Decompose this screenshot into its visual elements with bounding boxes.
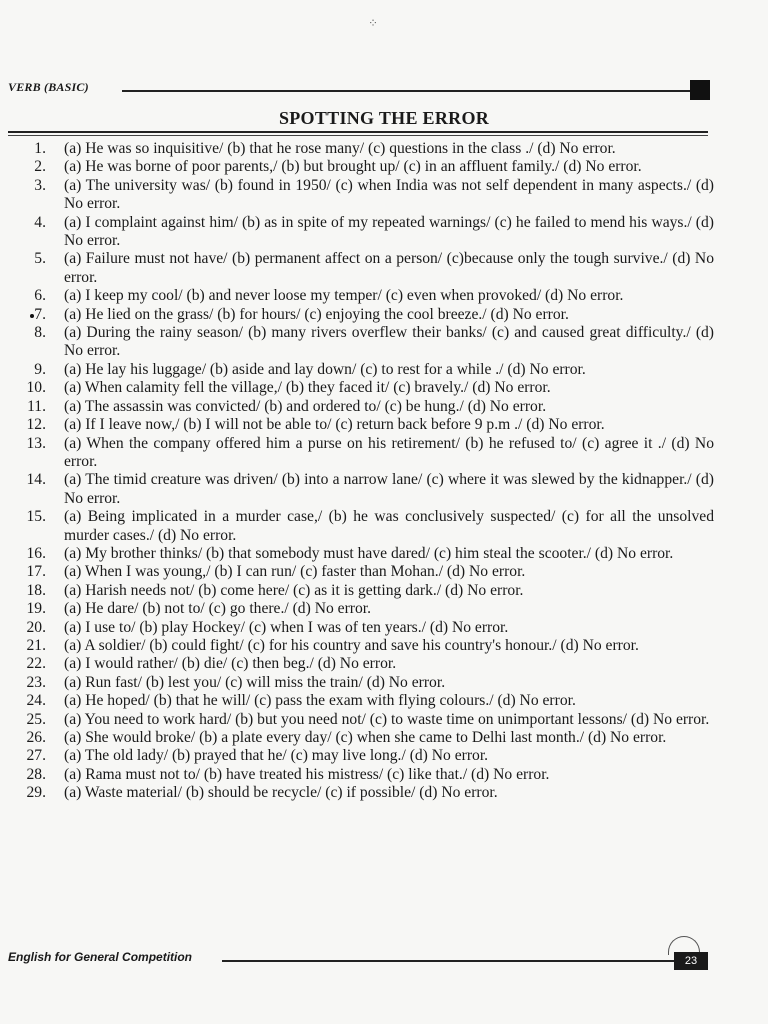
question-item <box>0 158 768 176</box>
book-title: English for General Competition <box>8 950 193 964</box>
question-number: 11. <box>27 397 46 415</box>
question-item <box>0 416 768 434</box>
scan-mark: ⁘ <box>368 16 379 30</box>
question-number: 15. <box>26 508 46 526</box>
question-number: 13. <box>26 434 46 452</box>
question-text: (a) When the company offered him a purse on his retirement/ (b) he refused to/ (c) agree it ./ (d) No error. <box>64 434 714 470</box>
question-text: (a) Harish needs not/ (b) come here/ (c) as it is getting dark./ (d) No error. <box>64 581 524 599</box>
question-text: (a) Run fast/ (b) lest you/ (c) will miss the train/ (d) No error. <box>64 673 446 691</box>
question-text: (a) When I was young,/ (b) I can run/ (c) faster than Mohan./ (d) No error. <box>64 563 526 581</box>
question-item <box>0 637 768 655</box>
question-number: 5. <box>34 250 46 268</box>
question-item <box>0 600 768 618</box>
question-item <box>0 379 768 397</box>
question-number: 22. <box>26 655 46 673</box>
question-item <box>0 361 768 379</box>
question-text: (a) When calamity fell the village,/ (b) they faced it/ (c) bravely./ (d) No error. <box>64 379 551 397</box>
question-number: 25. <box>26 710 46 728</box>
question-item <box>0 655 768 673</box>
question-number: 19. <box>26 600 46 618</box>
question-item <box>0 692 768 710</box>
question-item <box>0 287 768 305</box>
question-number: 8. <box>34 324 46 342</box>
question-number: 20. <box>26 618 46 636</box>
question-number: 3. <box>34 176 46 194</box>
question-item <box>0 674 768 692</box>
question-number: 17. <box>26 563 46 581</box>
question-item <box>0 729 768 747</box>
title-rule <box>8 131 708 133</box>
question-number: 10. <box>26 379 46 397</box>
question-item <box>0 619 768 637</box>
question-text: (a) I complaint against him/ (b) as in spite of my repeated warnings/ (c) he failed to mend his ways./ (d) No error. <box>64 213 714 250</box>
question-item <box>0 398 768 416</box>
question-item <box>0 766 768 784</box>
question-text: (a) Failure must not have/ (b) permanent affect on a person/ (c)because only the tough survive./ (d) No error. <box>64 250 714 286</box>
question-text: (a) My brother thinks/ (b) that somebody must have dared/ (c) him steal the scooter./ (d) No error. <box>64 544 674 562</box>
question-text: (a) Being implicated in a murder case,/ (b) he was conclusively suspected/ (c) for all the unsolved murder cases./ (d) No error. <box>64 508 714 544</box>
question-number: 28. <box>26 765 46 783</box>
question-item <box>0 747 768 765</box>
question-text: (a) He lied on the grass/ (b) for hours/ (c) enjoying the cool breeze./ (d) No error. <box>64 305 569 323</box>
page-footer <box>8 950 710 972</box>
question-text: (a) You need to work hard/ (b) but you need not/ (c) to waste time on unimportant lessons/ (d) No error. <box>64 710 710 728</box>
question-text: (a) The assassin was convicted/ (b) and ordered to/ (c) be hung./ (d) No error. <box>64 397 547 415</box>
question-text: (a) I use to/ (b) play Hockey/ (c) when I was of ten years./ (d) No error. <box>64 618 509 636</box>
question-item <box>0 140 768 158</box>
question-number: 18. <box>26 581 46 599</box>
question-text: (a) The university was/ (b) found in 1950/ (c) when India was not self dependent in many aspects./ (d) No error. <box>64 176 714 213</box>
page-title: SPOTTING THE ERROR <box>278 108 490 128</box>
question-item <box>0 563 768 581</box>
question-item <box>0 306 768 324</box>
question-item <box>0 582 768 600</box>
question-number: 6. <box>34 287 46 305</box>
question-text: (a) He dare/ (b) not to/ (c) go there./ (d) No error. <box>64 600 371 618</box>
question-item <box>0 471 768 508</box>
question-text: (a) A soldier/ (b) could fight/ (c) for his country and save his country's honour./ (d) No error. <box>64 636 639 654</box>
header-rule <box>122 90 694 92</box>
header-block <box>690 80 710 100</box>
question-number: 7. <box>34 305 46 323</box>
question-list <box>0 140 768 803</box>
question-text: (a) He lay his luggage/ (b) aside and lay down/ (c) to rest for a while ./ (d) No error. <box>64 360 586 378</box>
question-text: (a) During the rainy season/ (b) many rivers overflew their banks/ (c) and caused great difficulty./ (d) No error. <box>64 324 714 360</box>
question-number: 21. <box>26 636 46 654</box>
question-text: (a) If I leave now,/ (b) I will not be able to/ (c) return back before 9 p.m ./ (d) No error. <box>64 416 605 434</box>
question-item <box>0 784 768 802</box>
question-number: 23. <box>26 673 46 691</box>
question-number: 26. <box>26 729 46 746</box>
question-item <box>0 177 768 214</box>
question-number: 4. <box>34 213 46 231</box>
question-text: (a) The timid creature was driven/ (b) into a narrow lane/ (c) where it was slewed by the kidnapper./ (d) No error. <box>64 471 714 507</box>
question-number: 29. <box>26 784 46 802</box>
question-number: 1. <box>34 140 46 157</box>
question-text: (a) He hoped/ (b) that he will/ (c) pass the exam with flying colours./ (d) No error. <box>64 692 576 710</box>
question-text: (a) Waste material/ (b) should be recycle/ (c) if possible/ (d) No error. <box>64 784 498 802</box>
section-header <box>8 80 710 98</box>
question-item <box>0 250 768 287</box>
question-item <box>0 324 768 361</box>
title-rule-thin <box>8 135 708 136</box>
question-text: (a) I keep my cool/ (b) and never loose my temper/ (c) even when provoked/ (d) No error. <box>64 287 624 305</box>
question-text: (a) The old lady/ (b) prayed that he/ (c) may live long./ (d) No error. <box>64 747 489 765</box>
page-number: 23 <box>674 952 708 970</box>
question-text: (a) I would rather/ (b) die/ (c) then beg./ (d) No error. <box>64 655 397 673</box>
question-item <box>0 711 768 729</box>
footer-rule <box>222 960 674 962</box>
question-text: (a) He was borne of poor parents,/ (b) but brought up/ (c) in an affluent family./ (d) No error. <box>64 158 642 176</box>
question-item <box>0 508 768 545</box>
question-number: 14. <box>26 471 46 489</box>
section-label: VERB (BASIC) <box>8 80 89 94</box>
question-number: 27. <box>26 747 46 765</box>
question-number: 2. <box>34 158 46 176</box>
question-text: (a) He was so inquisitive/ (b) that he rose many/ (c) questions in the class ./ (d) No error. <box>64 140 616 157</box>
question-number: 16. <box>26 544 46 562</box>
question-item <box>0 435 768 472</box>
question-item <box>0 214 768 251</box>
question-number: 9. <box>34 360 46 378</box>
question-item <box>0 545 768 563</box>
question-text: (a) Rama must not to/ (b) have treated his mistress/ (c) like that./ (d) No error. <box>64 765 550 783</box>
question-number: 12. <box>26 416 46 434</box>
question-number: 24. <box>26 692 46 710</box>
question-text: (a) She would broke/ (b) a plate every day/ (c) when she came to Delhi last month./ (d) No error. <box>64 729 667 746</box>
